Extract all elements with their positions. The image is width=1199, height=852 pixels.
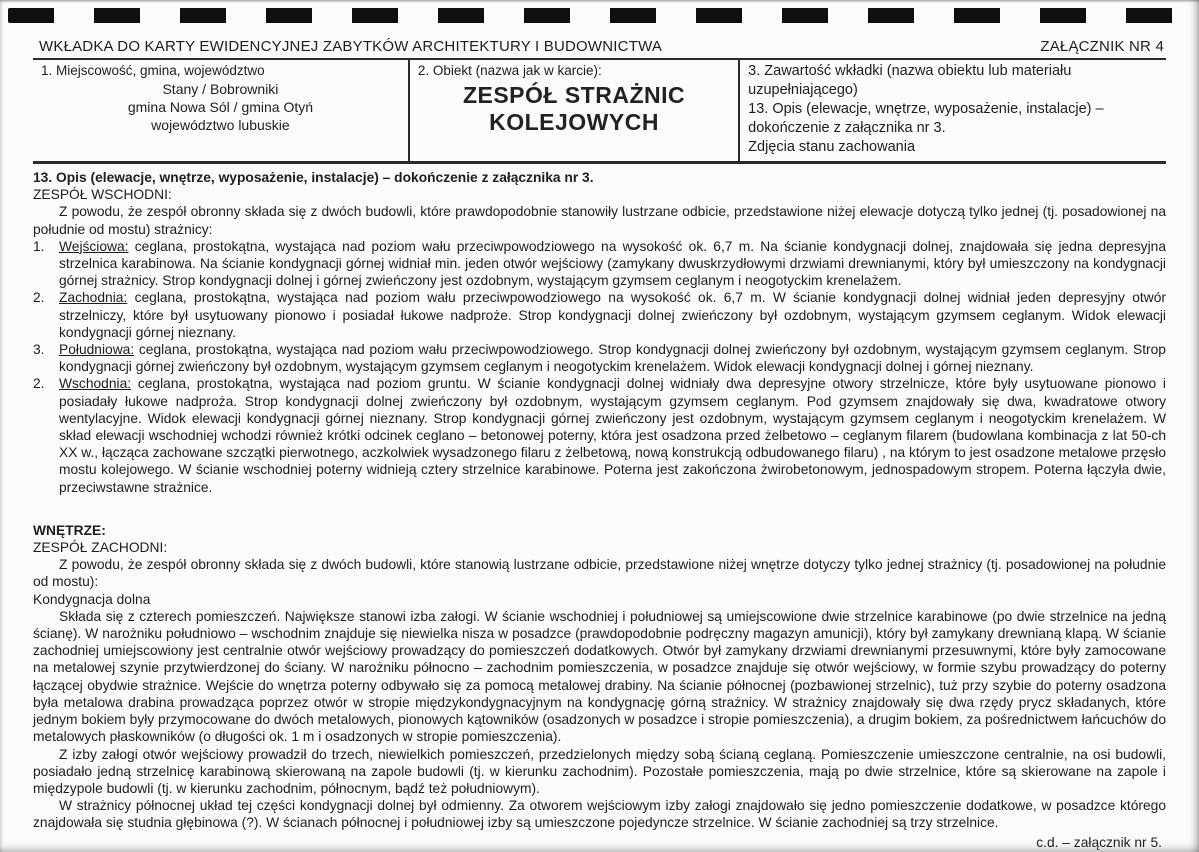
elevation-description: ceglana, prostokątna, wystająca nad poziom wału przeciwpowodziowego na wysokość ok. 6,7 m. W ścianie kondygnacji dolnej widniał jeden depresyjny otwór strzelniczy, które był usytuowany pionowo i posiadał łukowe nadproże. Strop kondygnacji dolnej zwieńczony był ozdobnym, wystającym gzymsem ceglanym. Widok elewacji kondygnacji górnej nieznany. bbox=[59, 290, 1166, 340]
contents-line: 13. Opis (elewacje, wnętrze, wyposażenie, instalacje) – dokończenie z załącznika nr 3. bbox=[748, 101, 1104, 136]
elevation-text bbox=[59, 375, 1166, 495]
section-gap bbox=[33, 496, 1166, 522]
elevation-description: ceglana, prostokątna, wystająca nad poziom wału przeciwpowodziowego. Strop kondygnacji dolnej zwieńczony był ozdobnym, wystającym gzymsem ceglanym. Strop kondygnacji górnej zwieńczony był ozdobnym, wystającym gzymsem ceglanym i neogotyckim krenelażem. Widok elewacji kondygnacji dolnej i górnej nieznany. bbox=[59, 342, 1166, 375]
document-content bbox=[33, 30, 1166, 851]
document-header bbox=[33, 30, 1166, 58]
elevation-description: ceglana, prostokątna, wystająca nad poziom wału przeciwpowodziowego na wysokość ok. 6,7 m. Na ścianie kondygnacji dolnej, znajdowała się jedna depresyjna strzelnica karabinowa. Na ścianie kondygnacji górnej widniał min. jeden otwór wejściowy (zamykany dwuskrzydłowymi drzwiami drewnianymi, który był umieszczony na kondygnacji górnej strażnicy. Strop kondygnacji dolnej i górnej zwieńczony jest ozdobnym, wystającym gzymsem ceglanym i neogotyckim krenelażem. bbox=[59, 238, 1166, 289]
contents-values bbox=[748, 100, 1158, 157]
location-line: Stany / Bobrowniki bbox=[162, 81, 279, 97]
elevation-text bbox=[59, 289, 1166, 341]
location-line: województwo lubuskie bbox=[151, 117, 290, 133]
storey-heading: Kondygnacja dolna bbox=[33, 591, 151, 607]
object-cell bbox=[409, 59, 739, 163]
contents-field-label: 3. Zawartość wkładki (nazwa obiektu lub materiału uzupełniającego) bbox=[748, 63, 1072, 98]
west-group-heading: ZESPÓŁ ZACHODNI: bbox=[33, 540, 168, 556]
elevation-number: 2. bbox=[33, 376, 45, 392]
interior-heading: WNĘTRZE: bbox=[33, 522, 106, 538]
elevation-item bbox=[33, 375, 1166, 495]
east-group-heading: ZESPÓŁ WSCHODNI: bbox=[33, 187, 172, 203]
contents-line: Zdjęcia stanu zachowania bbox=[748, 139, 916, 155]
elevation-item bbox=[33, 341, 1166, 375]
elevation-item bbox=[33, 289, 1166, 341]
section-13-heading: 13. Opis (elewacje, wnętrze, wyposażenie, instalacje) – dokończenie z załącznika nr 3. bbox=[33, 170, 594, 185]
document-title: WKŁADKA DO KARTY EWIDENCYJNEJ ZABYTKÓW ARCHITEKTURY I BUDOWNICTWA bbox=[39, 38, 663, 55]
object-name-line: KOLEJOWYCH bbox=[489, 109, 659, 135]
binding-perforation-strip bbox=[8, 8, 1199, 23]
elevation-number: 1. bbox=[33, 238, 45, 254]
interior-paragraph: W strażnicy północnej układ tej części kondygnacji dolnej był odmienny. Za otworem wejściowym izby załogi znajdowało się jedno pomieszczenie dodatkowe, w posadzce którego znajdowała się studnia głębinowa (?). W ścianach północnej i południowej izby są umieszczone pojedyncze strzelnice. W ścianie zachodniej są trzy strzelnice. bbox=[33, 798, 1166, 831]
location-cell bbox=[33, 59, 409, 163]
description-section bbox=[33, 169, 1166, 851]
object-name bbox=[418, 82, 730, 136]
east-intro-paragraph: Z powodu, że zespół obronny składa się z dwóch budowli, które prawdopodobnie stanowiły lustrzane odbicie, przedstawione niżej elewacje dotyczą tylko jednej (tj. posadowionej na południe od mostu) strażnicy: bbox=[33, 204, 1166, 237]
record-info-table bbox=[33, 58, 1166, 164]
elevation-lead: Wejściowa: bbox=[59, 238, 129, 254]
object-field-label: 2. Obiekt (nazwa jak w karcie): bbox=[417, 63, 602, 78]
elevation-lead: Wschodnia: bbox=[59, 376, 132, 392]
attachment-label: ZAŁĄCZNIK NR 4 bbox=[1040, 38, 1164, 55]
location-field-label: 1. Miejscowość, gmina, województwo bbox=[41, 63, 265, 78]
object-name-line: ZESPÓŁ STRAŻNIC bbox=[462, 82, 686, 108]
elevation-text bbox=[59, 238, 1166, 290]
interior-paragraph: Składa się z czterech pomieszczeń. Największe stanowi izba załogi. W ścianie wschodniej i południowej są umiejscowione dwie strzelnice karabinowe (po dwie strzelnice na jedną ścianę). W narożniku południowo – wschodnim znajduje się niewielka nisza w posadzce (prawdopodobnie podręczny magazyn amunicji), który był zamykany drewnianą klapą. W ścianie zachodniej umiejscowiony jest centralnie otwór wejściowy prowadzący do pomieszczeń dodatkowych. Otwór był zamykany drzwiami drewnianymi przesuwnymi, które były zamocowane na metalowej szynie przytwierdzonej do ściany. W narożniku północno – zachodnim pomieszczenia, w posadzce znajduje się otwór wejściowy, w formie szybu prowadzący do poterny łączącej obydwie strażnice. Wejście do wnętrza poterny odbywało się za pomocą metalowej drabiny. Na ścianie północnej (pozbawionej strzelnic), tuż przy szybie do poterny osadzona była metalowa drabina prowadząca poprzez otwór w stropie międzykondygnacyjnym na kondygnację górną strażnicy. W strażnicy znajdowały się dwa rzędy prycz składanych, które jednym bokiem były przymocowane do dwóch metalowych, pionowych kątowników (osadzonych w posadzce i stropie pomieszczenia), a drugim bokiem, za pośrednictwem łańcuchów do metalowych płaskowników (o długości ok. 1 m i osadzonych w stropie pomieszczenia). bbox=[33, 608, 1166, 745]
interior-paragraph: Z izby załogi otwór wejściowy prowadził do trzech, niewielkich pomieszczeń, przedzielonych między sobą ścianą ceglaną. Pomieszczenie umieszczone centralnie, na osi budowli, posiadało jedną strzelnicę karabinową skierowaną na zapole budowli (tj. w kierunku zachodnim). Pozostałe pomieszczenia, mają po dwie strzelnice, które są skierowane na zapole i międzypole budowli (tj. w kierunku zachodnim, północnym, bądź też południowym). bbox=[33, 746, 1166, 796]
elevation-item bbox=[33, 238, 1166, 290]
west-intro-paragraph: Z powodu, że zespół obronny składa się z dwóch budowli, które stanowią lustrzane odbicie, przedstawione niżej wnętrze dotyczy tylko jednej strażnicy (tj. posadowionej na południe od mostu): bbox=[33, 557, 1166, 590]
location-line: gmina Nowa Sól / gmina Otyń bbox=[127, 99, 314, 115]
location-values bbox=[41, 80, 400, 134]
elevation-number: 2. bbox=[33, 290, 45, 306]
continuation-note: c.d. – załącznik nr 5. bbox=[1036, 834, 1162, 850]
elevation-text bbox=[59, 341, 1166, 375]
elevation-number: 3. bbox=[33, 342, 45, 358]
elevation-description: ceglana, prostokątna, wystająca nad poziom gruntu. W ścianie kondygnacji dolnej widniały dwa depresyjne otwory strzelnicze, które były usytuowane pionowo i posiadały łukowe nadproża. Strop kondygnacji dolnej zwieńczony był ozdobnym, wystającym gzymsem ceglanym. Pod gzymsem znajdowały się dwa, kwadratowe otwory wentylacyjne. Widok elewacji kondygnacji górnej nieznany. Strop kondygnacji górnej zwieńczony jest ozdobnym, wystającym gzymsem ceglanym i neogotyckim krenelażem. W skład elewacji wschodniej wchodzi również krótki odcinek ceglano – betonowej poterny, która jest osadzona przed żelbetowo – ceglanym filarem (budowlana kombinacja z lat 50-ch XX w., łącząca zachowane szczątki pierwotnego, aczkolwiek wysadzonego filaru z żelbetową, nową konstrukcją odbudowanego filaru) , na którym to jest osadzone metalowe przęsło mostu kolejowego. W ścianie wschodniej poterny widnieją cztery strzelnice karabinowe. Poterna jest zakończona żwirobetonowym, jednospadowym stropem. Poterna łączyła dwie, przeciwstawne strażnice. bbox=[59, 376, 1166, 495]
elevation-lead: Południowa: bbox=[59, 342, 135, 358]
elevation-lead: Zachodnia: bbox=[59, 290, 128, 306]
contents-cell bbox=[739, 59, 1166, 163]
